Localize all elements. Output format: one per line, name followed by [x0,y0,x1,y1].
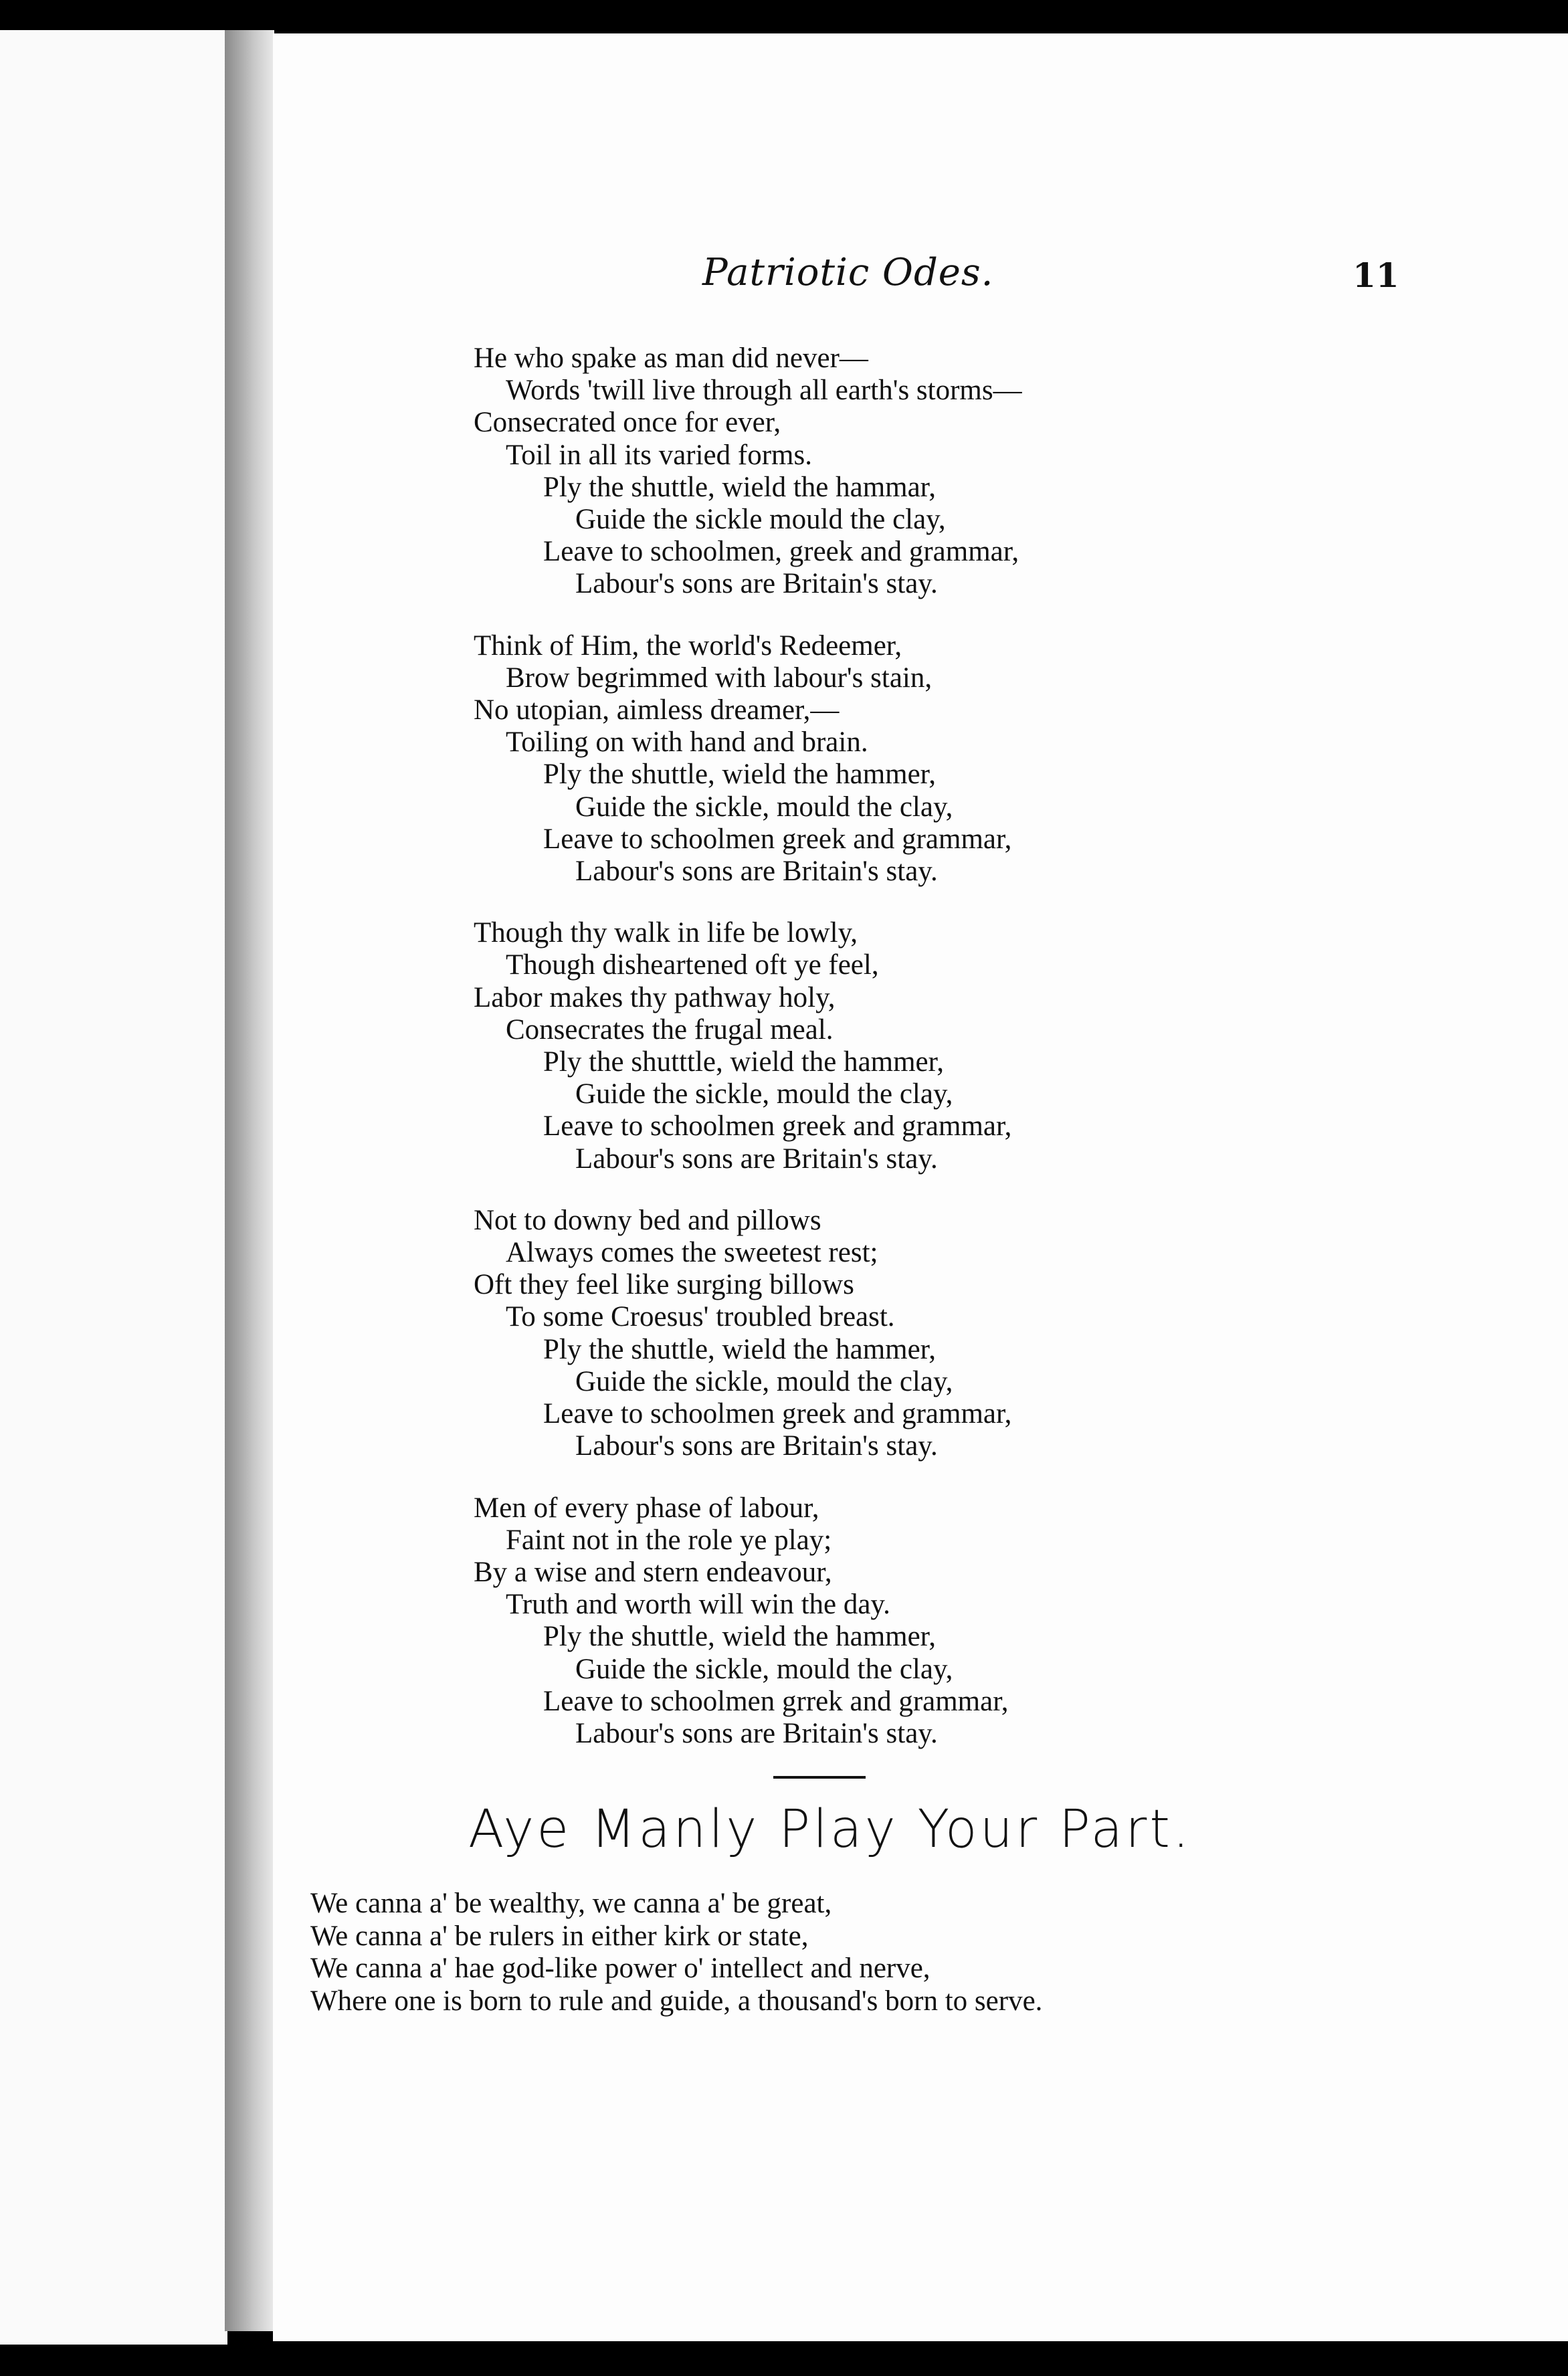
poem-line: Brow begrimmed with labour's stain, [506,662,933,694]
song-line: We canna a' hae god-like power o' intellect and nerve, [310,1953,930,1984]
song-line: We canna a' be wealthy, we canna a' be great, [310,1888,832,1919]
refrain-line: Leave to schoolmen grrek and grammar, [543,1685,1009,1717]
refrain-line: Labour's sons are Britain's stay. [575,1143,938,1175]
refrain-line: Labour's sons are Britain's stay. [575,1717,938,1749]
poem-line: Oft they feel like surging billows [474,1269,854,1301]
refrain-line: Guide the sickle, mould the clay, [575,791,953,823]
poem-line: Truth and worth will win the day. [506,1589,890,1621]
refrain-line: Guide the sickle, mould the clay, [575,1365,953,1397]
section-divider [773,1776,866,1779]
page-number: 11 [1353,256,1399,295]
running-head: Patriotic Odes. [702,251,994,294]
poem-line: Though disheartened oft ye feel, [506,949,879,981]
stanza-1 [474,342,1022,601]
poem-line: Consecrated once for ever, [474,407,781,439]
poem-line: He who spake as man did never— [474,342,868,374]
stanza-5 [474,1492,1022,1751]
stanza-2 [474,630,1022,888]
refrain-line: Ply the shuttle, wield the hammer, [543,759,937,791]
poem-line: Toil in all its varied forms. [506,439,812,471]
poem-line: To some Croesus' troubled breast. [506,1301,895,1333]
stanza-3 [474,917,1022,1175]
poem [474,342,1022,1779]
poem-line: Words 'twill live through all earth's storms— [506,375,1022,407]
poem-line: Faint not in the role ye play; [506,1524,832,1556]
song-line: We canna a' be rulers in either kirk or state, [310,1920,809,1952]
stanza-4 [474,1205,1022,1463]
book-gutter [225,30,274,2331]
refrain-line: Ply the shuttle, wield the hammer, [543,1621,937,1653]
poem-line: Not to downy bed and pillows [474,1204,821,1236]
refrain-line: Leave to schoolmen, greek and grammar, [543,536,1019,568]
refrain-line: Guide the sickle, mould the clay, [575,1078,953,1110]
song-verse [310,1888,1042,2017]
refrain-line: Guide the sickle, mould the clay, [575,1653,953,1685]
refrain-line: Leave to schoolmen greek and grammar, [543,1398,1012,1430]
song-title: Aye Manly Play Your Part. [468,1799,1192,1860]
poem-line: Think of Him, the world's Redeemer, [474,629,902,662]
poem-line: Always comes the sweetest rest; [506,1237,878,1269]
refrain-line: Leave to schoolmen greek and grammar, [543,823,1012,855]
refrain-line: Ply the shutttle, wield the hammer, [543,1046,944,1078]
refrain-line: Ply the shuttle, wield the hammer, [543,1333,937,1365]
refrain-line: Guide the sickle mould the clay, [575,504,946,536]
refrain-line: Labour's sons are Britain's stay. [575,1430,938,1462]
facing-page-edge [0,30,227,2345]
poem-line: Toiling on with hand and brain. [506,726,868,759]
poem-line: No utopian, aimless dreamer,— [474,694,840,726]
poem-line: Labor makes thy pathway holy, [474,981,836,1013]
poem-line: Men of every phase of labour, [474,1492,819,1524]
poem-line: Though thy walk in life be lowly, [474,917,858,949]
song-line: Where one is born to rule and guide, a thousand's born to serve. [310,1985,1043,2017]
poem-line: Consecrates the frugal meal. [506,1013,834,1046]
refrain-line: Labour's sons are Britain's stay. [575,568,938,600]
refrain-line: Ply the shuttle, wield the hammar, [543,471,937,503]
refrain-line: Leave to schoolmen greek and grammar, [543,1110,1012,1143]
poem-line: By a wise and stern endeavour, [474,1556,832,1588]
refrain-line: Labour's sons are Britain's stay. [575,856,938,888]
